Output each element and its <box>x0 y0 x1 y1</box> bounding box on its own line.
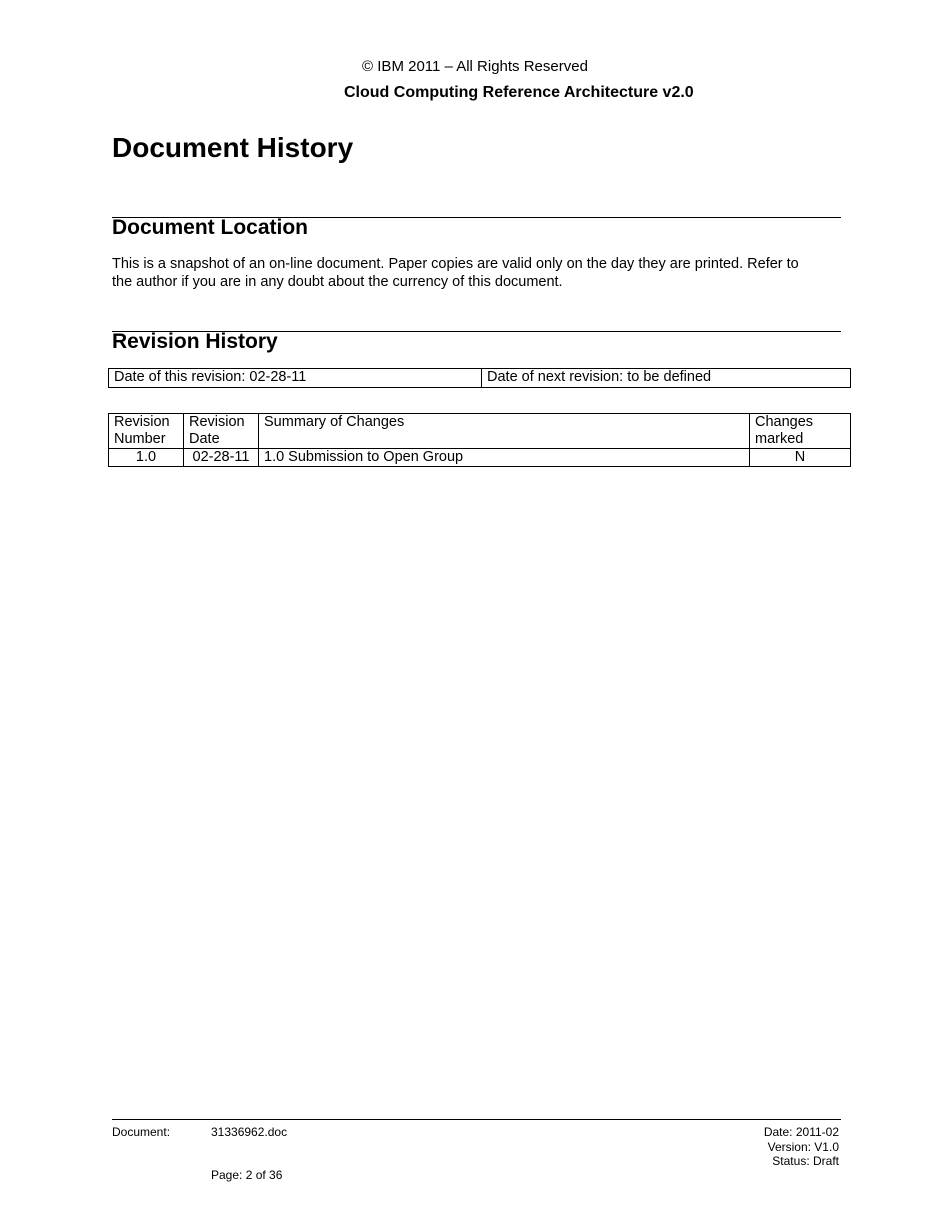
revision-number-cell: 1.0 <box>109 449 184 467</box>
document-location-line-2: the author if you are in any doubt about the currency of this document. <box>112 274 563 290</box>
document-location-heading: Document Location <box>112 216 309 239</box>
column-header-revision-number <box>109 414 184 449</box>
footer-status: Status: Draft <box>772 1154 839 1168</box>
column-header-line: Changes <box>755 414 814 430</box>
summary-cell: 1.0 Submission to Open Group <box>259 449 750 467</box>
document-location-line-1: This is a snapshot of an on-line document. Paper copies are valid only on the day they are printed. Refer to <box>112 256 799 272</box>
footer-version: Version: V1.0 <box>767 1139 839 1154</box>
column-header-line: Revision <box>189 414 245 430</box>
table-row <box>109 449 851 467</box>
footer-page-number: Page: 2 of 36 <box>211 1168 283 1182</box>
header-document-title: Cloud Computing Reference Architecture v2.0 <box>344 84 694 101</box>
column-header-line: marked <box>755 431 804 447</box>
column-header-line: Revision <box>114 414 170 430</box>
footer-date: Date: 2011-02 <box>763 1125 839 1139</box>
column-header-line: Date <box>189 431 220 447</box>
copyright-notice: © IBM 2011 – All Rights Reserved <box>362 58 588 75</box>
document-location-text <box>112 255 842 291</box>
revision-date-cell: 02-28-11 <box>184 449 259 467</box>
revision-dates-table <box>108 368 851 388</box>
footer-document-name: 31336962.doc <box>211 1125 288 1139</box>
changes-marked-cell: N <box>750 449 851 467</box>
revision-history-table <box>108 413 851 467</box>
table-header-row <box>109 414 851 449</box>
column-header-summary: Summary of Changes <box>259 414 750 449</box>
revision-history-heading: Revision History <box>112 330 278 353</box>
footer-divider <box>112 1119 841 1120</box>
column-header-changes-marked <box>750 414 851 449</box>
date-of-this-revision: Date of this revision: 02-28-11 <box>109 369 482 388</box>
column-header-line: Number <box>114 431 166 447</box>
column-header-revision-date <box>184 414 259 449</box>
date-of-next-revision: Date of next revision: to be defined <box>482 369 851 388</box>
footer-meta <box>764 1125 839 1169</box>
footer-document-label: Document: <box>112 1125 171 1139</box>
page-title: Document History <box>112 132 354 163</box>
